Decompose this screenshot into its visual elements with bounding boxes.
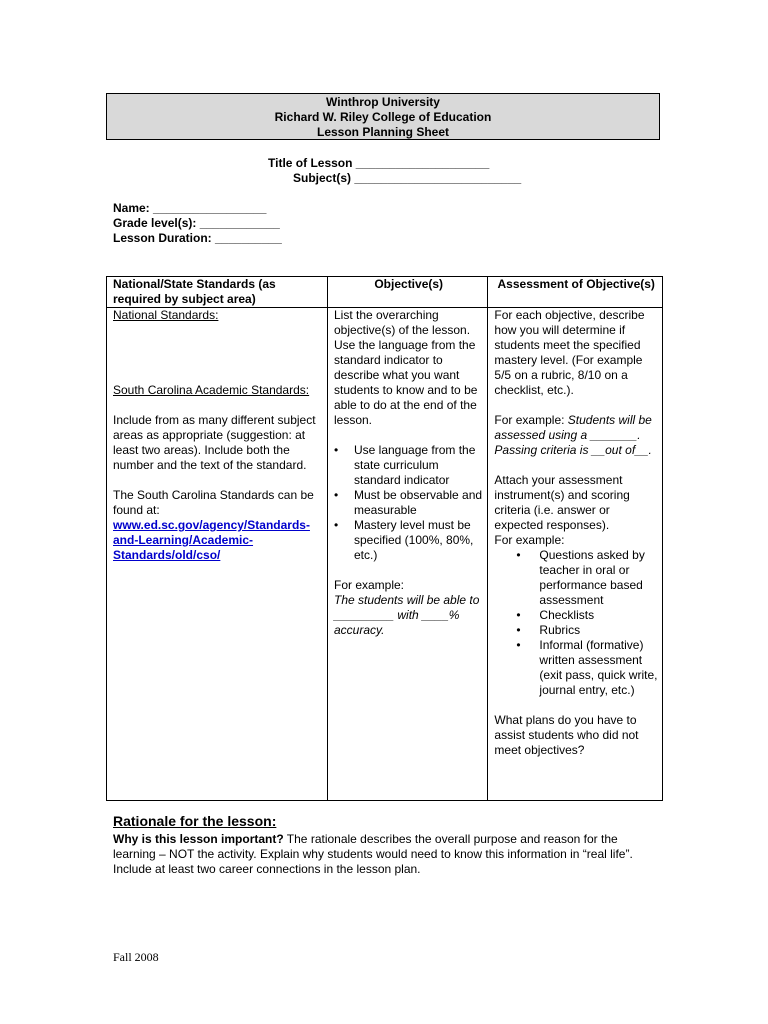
include-instructions: Include from as many different subject areas as appropriate (suggestion: at least two areas). Include both the number and the text of the standard.	[113, 413, 316, 472]
sheet-title: Lesson Planning Sheet	[316, 125, 450, 139]
objectives-example-label: For example:	[333, 578, 405, 592]
assessment-header: Assessment of Objective(s)	[488, 277, 663, 308]
table-body-row	[107, 308, 663, 801]
university-name: Winthrop University	[326, 95, 440, 109]
assessment-example	[494, 413, 658, 458]
list-item: • Mastery level must be specified (100%, 80%, etc.)	[334, 518, 483, 563]
rationale-section	[113, 813, 653, 877]
teacher-info	[113, 201, 282, 246]
objectives-bullet-list	[334, 443, 483, 563]
lesson-duration-line: Lesson Duration: __________	[113, 231, 282, 245]
title-of-lesson-line: Title of Lesson ____________________	[268, 156, 490, 170]
name-line: Name: _________________	[113, 201, 267, 215]
objectives-cell	[327, 308, 487, 801]
rationale-text: The rationale describes the overall purpose and reason for the learning – NOT the activity. Explain why students would need to know this information in “real life”. Include at least two career connections in the lesson plan.	[113, 832, 633, 876]
footer-date: Fall 2008	[113, 950, 159, 964]
sc-standards-label: South Carolina Academic Standards:	[113, 383, 310, 397]
grade-level-line: Grade level(s): ____________	[113, 216, 280, 230]
assessment-bullet-list	[494, 548, 658, 698]
lesson-plan-table	[106, 276, 663, 801]
objectives-example-text: The students will be able to _________ with ____% accuracy.	[333, 593, 480, 637]
assessment-example-label: For example:	[494, 533, 565, 547]
college-name: Richard W. Riley College of Education	[274, 110, 492, 124]
rationale-paragraph	[113, 832, 653, 877]
list-item: • Informal (formative) written assessment (exit pass, quick write, journal entry, etc.)	[494, 638, 658, 698]
assessment-example-prefix: For example:	[494, 413, 568, 427]
assistance-plans-text: What plans do you have to assist students who did not meet objectives?	[494, 713, 639, 757]
assessment-intro: For each objective, describe how you will determine if students meet the specified mastery level. (For example 5/5 on a rubric, 8/10 on a checklist, etc.).	[494, 308, 645, 397]
attach-instructions: Attach your assessment instrument(s) and scoring criteria (i.e. answer or expected responses).	[494, 473, 630, 532]
standards-header: National/State Standards (as required by subject area)	[107, 277, 328, 308]
assessment-example-italic: Students will be assessed using a _______. Passing criteria is __out of__.	[494, 413, 652, 457]
sc-standards-link[interactable]: www.ed.sc.gov/agency/Standards-and-Learning/Academic-Standards/old/cso/	[113, 518, 310, 562]
list-item: • Checklists	[494, 608, 658, 623]
document-header	[106, 93, 660, 140]
standards-location-text: The South Carolina Standards can be found at:	[113, 488, 314, 517]
subjects-line: Subject(s) _________________________	[293, 171, 522, 185]
assessment-cell	[488, 308, 663, 801]
objectives-header: Objective(s)	[327, 277, 487, 308]
rationale-question: Why is this lesson important?	[113, 832, 284, 846]
list-item: • Must be observable and measurable	[334, 488, 483, 518]
rationale-heading: Rationale for the lesson:	[113, 813, 277, 829]
table-header-row	[107, 277, 663, 308]
national-standards-label: National Standards:	[113, 308, 219, 322]
list-item: • Questions asked by teacher in oral or performance based assessment	[494, 548, 658, 608]
list-item: • Rubrics	[494, 623, 658, 638]
standards-cell	[107, 308, 328, 801]
objectives-intro: List the overarching objective(s) of the lesson. Use the language from the standard indicator to describe what you want students to know and to be able to do at the end of the lesson.	[333, 308, 478, 427]
list-item: • Use language from the state curriculum standard indicator	[334, 443, 483, 488]
